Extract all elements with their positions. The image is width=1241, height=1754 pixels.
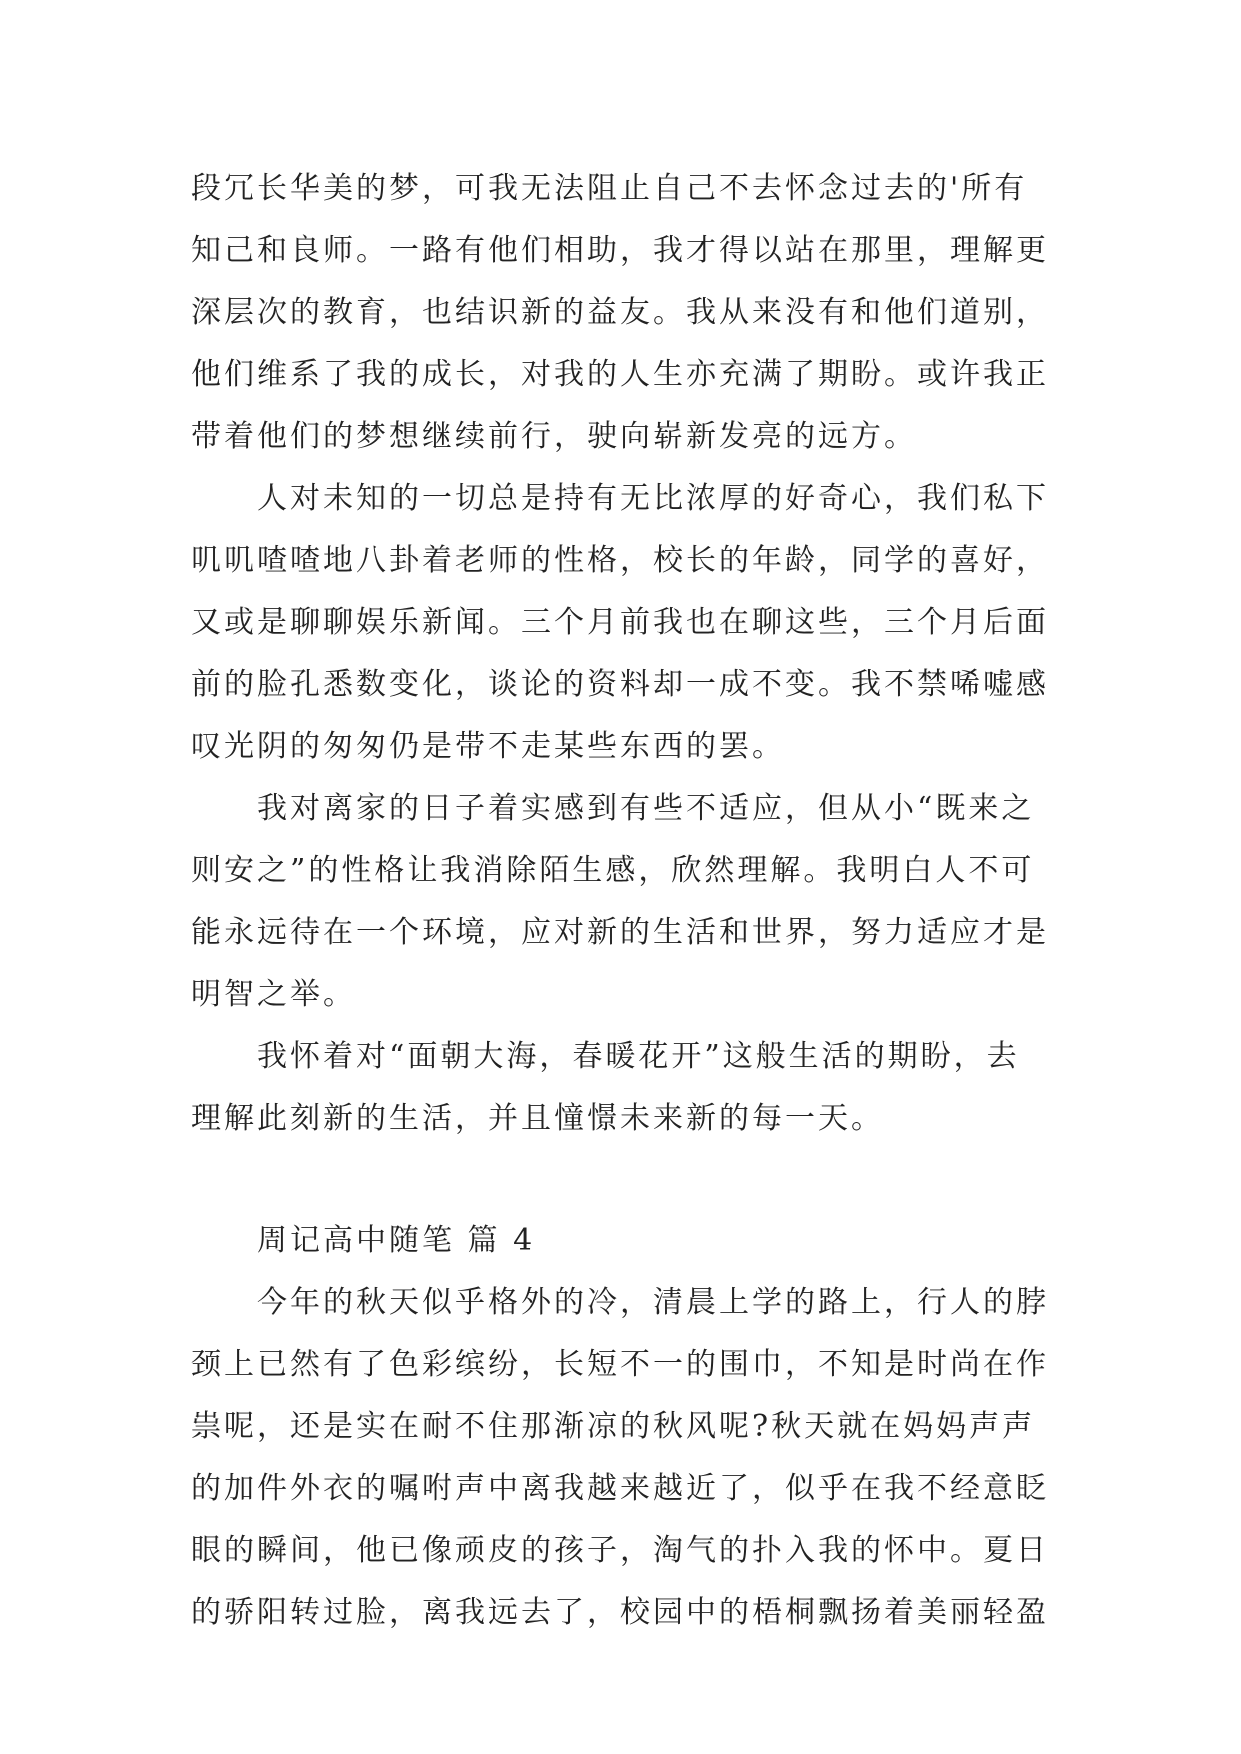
text-line: 我对离家的日子着实感到有些不适应，但从小“既来之 xyxy=(191,791,1035,826)
paragraph-spacer xyxy=(191,1150,1051,1210)
text-line: 的加件外衣的嘱咐声中离我越来越近了，似乎在我不经意眨 xyxy=(191,1471,1049,1506)
text-line: 我怀着对“面朝大海，春暖花开”这般生活的期盼，去 xyxy=(191,1039,1020,1074)
text-line: 今年的秋天似乎格外的冷，清晨上学的路上，行人的脖 xyxy=(191,1285,1049,1320)
text-line: 人对未知的一切总是持有无比浓厚的好奇心，我们私下 xyxy=(191,481,1049,516)
text-line: 叽叽喳喳地八卦着老师的性格，校长的年龄，同学的喜好， xyxy=(191,543,1049,578)
text-line: 理解此刻新的生活，并且憧憬未来新的每一天。 xyxy=(191,1101,884,1136)
text-line: 知己和良师。一路有他们相助，我才得以站在那里，理解更 xyxy=(191,233,1049,268)
text-line: 深层次的教育，也结识新的益友。我从来没有和他们道别， xyxy=(191,295,1049,330)
text-line: 段冗长华美的梦，可我无法阻止自己不去怀念过去的'所有 xyxy=(191,171,1028,206)
section-heading: 周记高中随笔 篇 4 xyxy=(191,1223,536,1258)
text-line: 的骄阳转过脸，离我远去了，校园中的梧桐飘扬着美丽轻盈 xyxy=(191,1595,1049,1630)
text-line: 眼的瞬间，他已像顽皮的孩子，淘气的扑入我的怀中。夏日 xyxy=(191,1533,1049,1568)
document-body xyxy=(191,158,1051,1644)
text-line: 前的脸孔悉数变化，谈论的资料却一成不变。我不禁唏嘘感 xyxy=(191,667,1049,702)
text-line: 又或是聊聊娱乐新闻。三个月前我也在聊这些，三个月后面 xyxy=(191,605,1049,640)
text-line: 颈上已然有了色彩缤纷，长短不一的围巾，不知是时尚在作 xyxy=(191,1347,1049,1382)
text-line: 他们维系了我的成长，对我的人生亦充满了期盼。或许我正 xyxy=(191,357,1049,392)
text-line: 则安之”的性格让我消除陌生感，欣然理解。我明白人不可 xyxy=(191,853,1035,888)
text-line: 带着他们的梦想继续前行，驶向崭新发亮的远方。 xyxy=(191,419,917,454)
text-line: 明智之举。 xyxy=(191,977,356,1012)
text-line: 叹光阴的匆匆仍是带不走某些东西的罢。 xyxy=(191,729,785,764)
text-line: 能永远待在一个环境，应对新的生活和世界，努力适应才是 xyxy=(191,915,1049,950)
text-line: 祟呢，还是实在耐不住那渐凉的秋风呢?秋天就在妈妈声声 xyxy=(191,1409,1036,1444)
